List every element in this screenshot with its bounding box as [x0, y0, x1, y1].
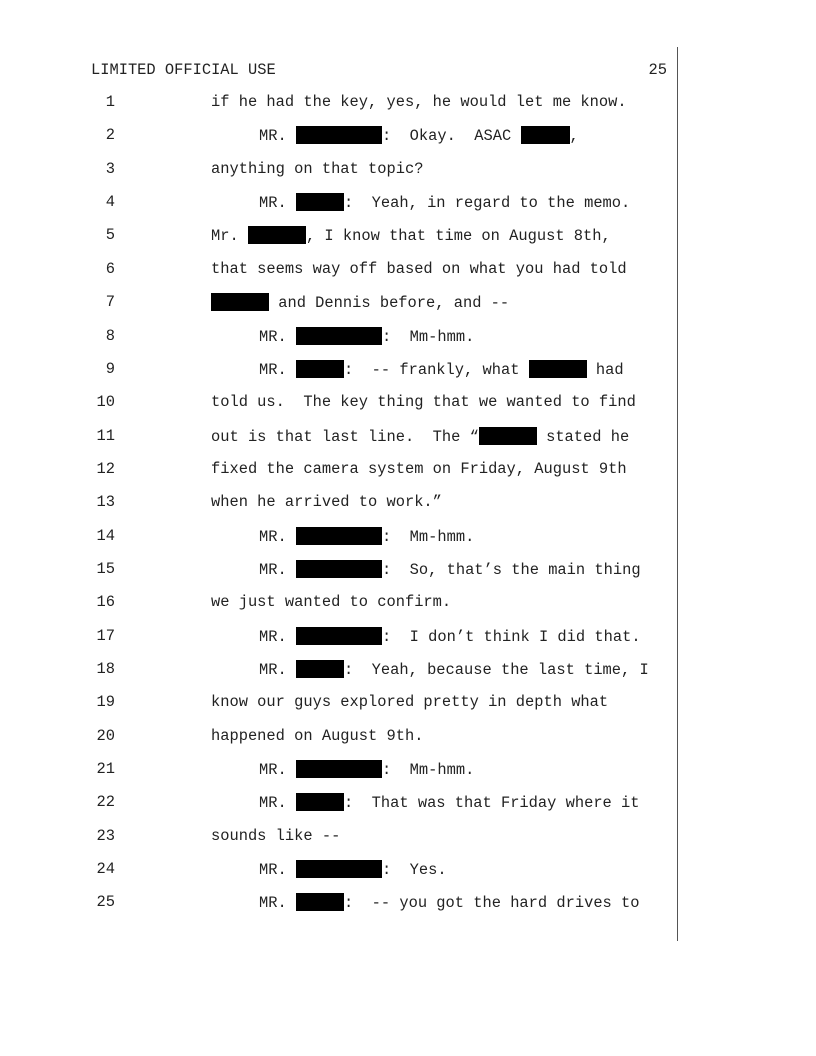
- line-text: [259, 126, 579, 145]
- line-number: 24: [96, 860, 115, 879]
- line-text: [211, 493, 442, 511]
- line-text: [211, 593, 451, 611]
- line-text: [211, 727, 423, 745]
- line-text: [259, 860, 447, 879]
- transcript-line: [0, 293, 676, 317]
- text-segment: MR.: [259, 861, 296, 880]
- classification-header: LIMITED OFFICIAL USE: [91, 61, 276, 79]
- text-segment: we just wanted to confirm.: [211, 593, 452, 612]
- text-segment: : I don’t think I did that.: [381, 627, 641, 646]
- redaction-box: [296, 327, 382, 345]
- text-segment: told us. The key thing that we wanted to find: [211, 393, 636, 412]
- text-segment: MR.: [259, 527, 296, 546]
- text-segment: Mr.: [211, 227, 248, 246]
- line-number: 1: [105, 93, 115, 111]
- text-segment: if he had the key, yes, he would let me know.: [211, 93, 627, 111]
- line-number: 7: [105, 293, 115, 312]
- transcript-line: [0, 226, 676, 250]
- line-number: 22: [96, 793, 115, 812]
- text-segment: , I know that time on August 8th,: [305, 227, 611, 246]
- text-segment: MR.: [259, 194, 296, 213]
- line-number: 14: [96, 526, 115, 545]
- redaction-box: [296, 126, 382, 144]
- transcript-line: [0, 627, 676, 651]
- redaction-box: [296, 360, 344, 378]
- line-text: [259, 627, 641, 646]
- transcript-line: [0, 660, 676, 684]
- redaction-box: [211, 293, 269, 311]
- transcript-line: [0, 327, 676, 351]
- line-number: 23: [96, 826, 115, 845]
- text-segment: : -- frankly, what: [343, 360, 529, 379]
- line-text: [211, 93, 627, 111]
- text-segment: : Yes.: [381, 861, 447, 880]
- redaction-box: [248, 226, 306, 244]
- line-text: [259, 327, 474, 346]
- text-segment: ,: [569, 127, 579, 146]
- text-segment: MR.: [259, 127, 296, 146]
- line-text: [211, 160, 423, 178]
- transcript-line: [0, 427, 676, 451]
- transcript-line: [0, 593, 676, 617]
- text-segment: that seems way off based on what you had told: [211, 259, 627, 278]
- line-number: 10: [96, 393, 115, 412]
- redaction-box: [479, 427, 537, 445]
- transcript-line: [0, 760, 676, 784]
- text-segment: : Okay. ASAC: [381, 127, 521, 146]
- line-number: 8: [105, 326, 115, 345]
- line-text: [259, 893, 640, 912]
- page-number: 25: [648, 61, 667, 79]
- redaction-box: [296, 527, 382, 545]
- transcript-line: [0, 827, 676, 851]
- text-segment: : Yeah, because the last time, I: [343, 661, 649, 679]
- transcript-line: [0, 560, 676, 584]
- line-number: 2: [105, 126, 115, 145]
- text-segment: : So, that’s the main thing: [381, 560, 641, 579]
- line-text: [259, 560, 641, 579]
- transcript-line: [0, 793, 676, 817]
- line-number: 11: [96, 426, 115, 445]
- redaction-box: [296, 660, 344, 678]
- redaction-box: [296, 193, 344, 211]
- text-segment: : Mm-hmm.: [381, 527, 475, 546]
- text-segment: MR.: [259, 627, 296, 646]
- transcript-line: [0, 260, 676, 284]
- redaction-box: [521, 126, 570, 144]
- transcript-line: [0, 160, 676, 184]
- line-text: [211, 226, 611, 245]
- redaction-box: [529, 360, 587, 378]
- line-text: [259, 527, 474, 546]
- redaction-box: [296, 760, 382, 778]
- text-segment: stated he: [536, 427, 630, 446]
- line-number: 19: [96, 693, 115, 712]
- line-number: 5: [105, 226, 115, 245]
- text-segment: and Dennis before, and --: [269, 294, 510, 313]
- text-segment: : -- you got the hard drives to: [343, 894, 640, 913]
- redaction-box: [296, 860, 382, 878]
- text-segment: had: [586, 360, 624, 379]
- line-number: 4: [105, 193, 115, 212]
- redaction-box: [296, 627, 382, 645]
- line-number: 12: [96, 459, 115, 478]
- text-segment: MR.: [259, 560, 296, 579]
- transcript-line: [0, 126, 676, 150]
- transcript-line: [0, 460, 676, 484]
- line-text: [259, 660, 649, 679]
- line-number: 13: [96, 493, 115, 512]
- line-number: 3: [105, 159, 115, 178]
- text-segment: MR.: [259, 794, 296, 813]
- transcript-line: [0, 93, 676, 117]
- transcript-line: [0, 893, 676, 917]
- text-segment: sounds like --: [211, 826, 341, 845]
- text-segment: know our guys explored pretty in depth what: [211, 693, 609, 712]
- transcript-line: [0, 727, 676, 751]
- line-text: [211, 693, 608, 711]
- line-text: [211, 427, 629, 446]
- text-segment: MR.: [259, 894, 296, 913]
- text-segment: when he arrived to work.”: [211, 493, 442, 512]
- transcript-line: [0, 393, 676, 417]
- text-segment: out is that last line. The “: [211, 427, 479, 446]
- text-segment: happened on August 9th.: [211, 726, 424, 745]
- line-text: [211, 293, 509, 312]
- text-segment: fixed the camera system on Friday, August 9th: [211, 459, 627, 478]
- transcript-line: [0, 360, 676, 384]
- line-number: 20: [96, 726, 115, 745]
- transcript-line: [0, 493, 676, 517]
- line-number: 25: [96, 893, 115, 912]
- transcript-line: [0, 193, 676, 217]
- text-segment: MR.: [259, 761, 296, 779]
- text-segment: MR.: [259, 661, 296, 679]
- line-text: [259, 760, 474, 779]
- redaction-box: [296, 893, 344, 911]
- line-number: 21: [96, 760, 115, 778]
- transcript-line: [0, 527, 676, 551]
- text-segment: : Yeah, in regard to the memo.: [343, 194, 631, 213]
- text-segment: : Mm-hmm.: [381, 761, 475, 779]
- line-text: [259, 793, 640, 812]
- redaction-box: [296, 793, 344, 811]
- text-segment: MR.: [259, 327, 296, 346]
- line-number: 18: [96, 660, 115, 678]
- line-number: 17: [96, 626, 115, 645]
- line-text: [211, 260, 627, 278]
- line-text: [259, 360, 624, 379]
- transcript-line: [0, 860, 676, 884]
- line-text: [211, 827, 340, 845]
- text-segment: : Mm-hmm.: [381, 327, 475, 346]
- line-text: [211, 393, 636, 411]
- text-segment: MR.: [259, 360, 296, 379]
- right-margin-rule: [677, 47, 678, 941]
- redaction-box: [296, 560, 382, 578]
- line-number: 15: [96, 559, 115, 578]
- line-number: 6: [105, 259, 115, 278]
- text-segment: : That was that Friday where it: [343, 794, 640, 813]
- transcript-line: [0, 693, 676, 717]
- line-number: 16: [96, 593, 115, 612]
- line-text: [259, 193, 630, 212]
- line-text: [211, 460, 627, 478]
- line-number: 9: [105, 359, 115, 378]
- text-segment: anything on that topic?: [211, 159, 424, 178]
